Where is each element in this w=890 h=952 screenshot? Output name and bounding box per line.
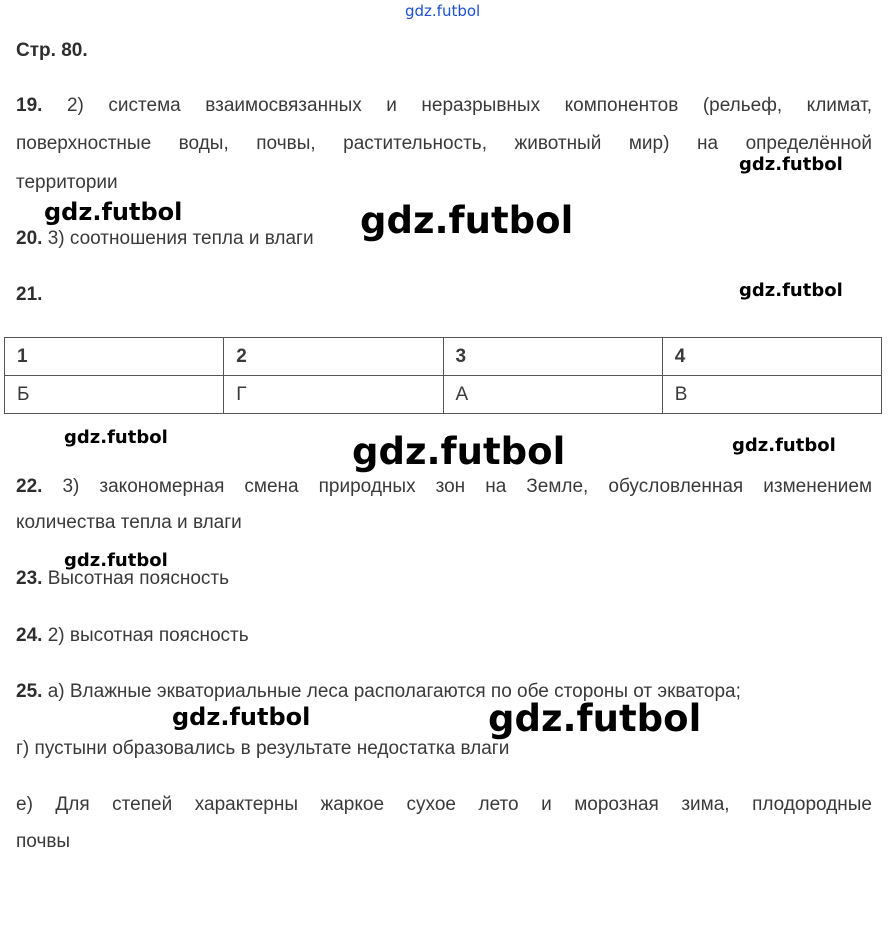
q19-number: 19. xyxy=(16,95,43,116)
q25-number: 25. xyxy=(16,681,43,702)
q19-line3: территории xyxy=(16,172,118,193)
watermark: gdz.futbol xyxy=(739,154,843,175)
table-cell: В xyxy=(662,376,881,414)
watermark: gdz.futbol xyxy=(44,198,183,226)
page-label: Стр. 80. xyxy=(16,40,88,61)
table-cell: Г xyxy=(224,376,443,414)
q23-number: 23. xyxy=(16,568,43,589)
watermark: gdz.futbol xyxy=(172,703,311,731)
table-header-row xyxy=(5,338,882,376)
watermark: gdz.futbol xyxy=(352,430,566,473)
table-header-cell: 2 xyxy=(224,338,443,376)
q21-answer-table xyxy=(4,337,882,414)
q24-text: 2) высотная поясность xyxy=(47,625,249,646)
table-row xyxy=(5,376,882,414)
table-cell: А xyxy=(443,376,662,414)
q19-text1: 2) система взаимосвязанных и неразрывных компонентов (рельеф, климат, xyxy=(66,95,872,116)
q20-number: 20. xyxy=(16,228,43,249)
q24-answer xyxy=(16,625,249,647)
q23-text: Высотная поясность xyxy=(47,568,230,589)
watermark: gdz.futbol xyxy=(739,280,843,301)
q25-answer-e-line1: е) Для степей характерны жаркое сухое лето и морозная зима, плодородные xyxy=(16,794,872,815)
table-header-cell: 3 xyxy=(443,338,662,376)
q25-answer-g: г) пустыни образовались в результате недостатка влаги xyxy=(16,738,510,759)
q19-line2: поверхностные воды, почвы, растительность, животный мир) на определённой xyxy=(16,133,872,154)
q24-number: 24. xyxy=(16,625,43,646)
q19-line1 xyxy=(16,95,872,117)
q22-line1 xyxy=(16,476,872,498)
q22-number: 22. xyxy=(16,476,43,497)
watermark: gdz.futbol xyxy=(64,427,168,448)
q20-text: 3) соотношения тепла и влаги xyxy=(47,228,314,249)
watermark: gdz.futbol xyxy=(488,697,702,740)
watermark-top: gdz.futbol xyxy=(405,2,481,20)
q25-text-a: а) Влажные экваториальные леса располагаются по обе стороны от экватора; xyxy=(47,681,741,702)
watermark: gdz.futbol xyxy=(64,550,168,571)
q20-answer xyxy=(16,228,314,250)
q22-text1: 3) закономерная смена природных зон на Земле, обусловленная изменением xyxy=(62,476,873,497)
watermark: gdz.futbol xyxy=(732,435,836,456)
q22-line2: количества тепла и влаги xyxy=(16,512,242,533)
watermark: gdz.futbol xyxy=(360,199,574,242)
table-cell: Б xyxy=(5,376,224,414)
table-header-cell: 4 xyxy=(662,338,881,376)
q21-number: 21. xyxy=(16,284,43,305)
q25-answer-e-line2: почвы xyxy=(16,831,71,852)
table-header-cell: 1 xyxy=(5,338,224,376)
q23-answer xyxy=(16,568,229,590)
